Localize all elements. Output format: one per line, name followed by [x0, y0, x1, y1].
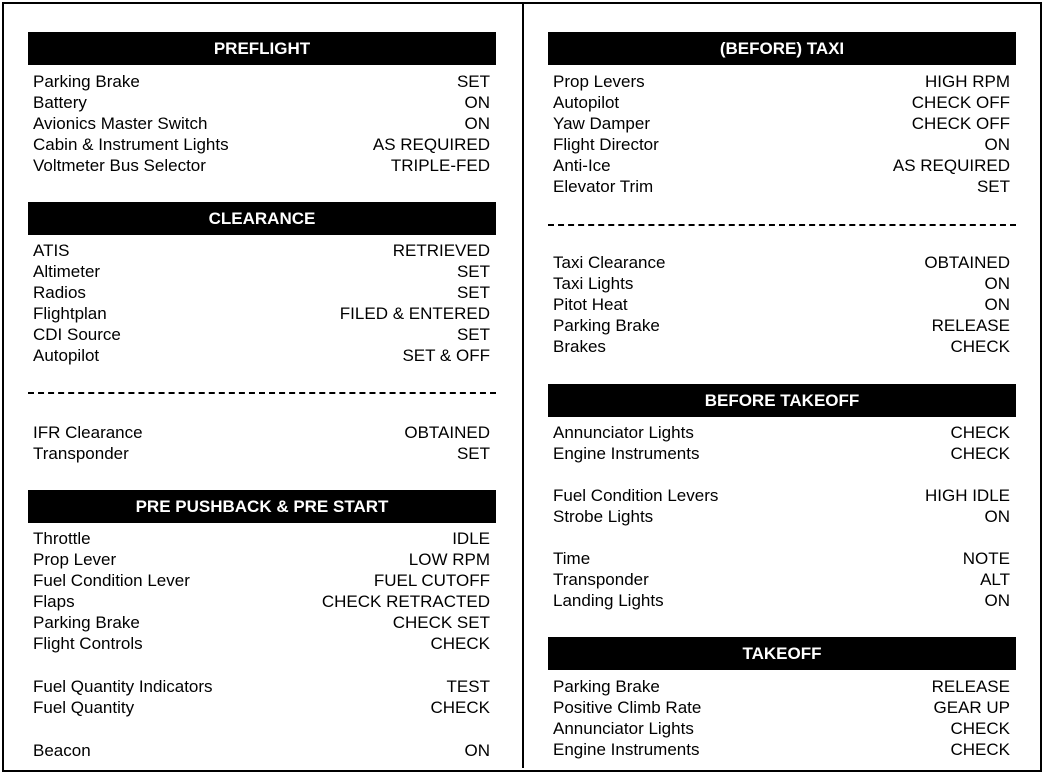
- checklist-item-value: SET: [456, 283, 490, 302]
- checklist-item-label: Altimeter: [33, 262, 101, 281]
- checklist-item-label: Fuel Quantity Indicators: [33, 677, 213, 696]
- checklist-item-value: OBTAINED: [404, 423, 490, 442]
- checklist-item-value: LOW RPM: [408, 550, 490, 569]
- checklist-row: [28, 570, 496, 591]
- checklist-item-label: Flight Controls: [33, 634, 143, 653]
- checklist-item-value: RETRIEVED: [392, 241, 490, 260]
- checklist-item-value: ON: [984, 507, 1010, 526]
- checklist-row: [28, 155, 496, 176]
- pushback-group-1: [28, 528, 496, 654]
- checklist-row: [28, 422, 496, 443]
- checklist-item-value: NOTE: [962, 549, 1010, 568]
- checklist-item-label: Landing Lights: [553, 591, 664, 610]
- checklist-row: [548, 71, 1016, 92]
- checklist-row: [28, 240, 496, 261]
- checklist-item-label: Parking Brake: [33, 72, 140, 91]
- clearance-items: [28, 240, 496, 366]
- checklist-row: [548, 134, 1016, 155]
- checklist-row: [28, 676, 496, 697]
- checklist-item-value: CHECK: [950, 740, 1010, 759]
- checklist-item-label: Elevator Trim: [553, 177, 654, 196]
- checklist-row: [548, 252, 1016, 273]
- checklist-row: [28, 549, 496, 570]
- checklist-item-label: Prop Lever: [33, 550, 117, 569]
- checklist-row: [548, 718, 1016, 739]
- checklist-item-value: TRIPLE-FED: [390, 156, 490, 175]
- checklist-row: [548, 676, 1016, 697]
- checklist-row: [548, 548, 1016, 569]
- checklist-row: [548, 273, 1016, 294]
- checklist-item-value: SET: [456, 72, 490, 91]
- checklist-item-value: ON: [464, 114, 490, 133]
- checklist-item-value: CHECK: [950, 337, 1010, 356]
- checklist-item-value: CHECK SET: [392, 613, 490, 632]
- checklist-item-label: Autopilot: [33, 346, 100, 365]
- checklist-item-value: SET: [456, 444, 490, 463]
- checklist-item-label: Flight Director: [553, 135, 659, 154]
- before-takeoff-group-2: [548, 485, 1016, 527]
- checklist-item-value: FUEL CUTOFF: [373, 571, 490, 590]
- checklist-item-value: SET: [456, 262, 490, 281]
- checklist-item-label: Engine Instruments: [553, 740, 700, 759]
- checklist-row: [548, 590, 1016, 611]
- checklist-item-value: HIGH IDLE: [924, 486, 1010, 505]
- before-takeoff-header: BEFORE TAKEOFF: [548, 384, 1016, 417]
- checklist-item-value: ON: [984, 135, 1010, 154]
- takeoff-header: TAKEOFF: [548, 637, 1016, 670]
- checklist-item-label: Autopilot: [553, 93, 620, 112]
- checklist-row: [548, 92, 1016, 113]
- checklist-item-label: Annunciator Lights: [553, 719, 694, 738]
- clearance-header: CLEARANCE: [28, 202, 496, 235]
- checklist-row: [548, 422, 1016, 443]
- checklist-row: [28, 528, 496, 549]
- checklist-item-value: ON: [464, 93, 490, 112]
- taxi-items: [548, 71, 1016, 197]
- checklist-item-value: CHECK: [430, 634, 490, 653]
- checklist-item-value: ON: [984, 295, 1010, 314]
- checklist-row: [28, 71, 496, 92]
- checklist-row: [28, 261, 496, 282]
- checklist-item-label: Avionics Master Switch: [33, 114, 208, 133]
- takeoff-items: [548, 676, 1016, 760]
- checklist-item-value: SET: [456, 325, 490, 344]
- checklist-row: [28, 282, 496, 303]
- checklist-item-label: Fuel Condition Lever: [33, 571, 190, 590]
- checklist-item-value: CHECK: [950, 444, 1010, 463]
- checklist-item-label: Fuel Condition Levers: [553, 486, 719, 505]
- checklist-item-label: Engine Instruments: [553, 444, 700, 463]
- checklist-row: [28, 633, 496, 654]
- checklist-item-label: Anti-Ice: [553, 156, 611, 175]
- checklist-item-value: TEST: [446, 677, 490, 696]
- checklist-item-label: Flaps: [33, 592, 75, 611]
- pushback-header: PRE PUSHBACK & PRE START: [28, 490, 496, 523]
- checklist-item-label: Strobe Lights: [553, 507, 654, 526]
- checklist-item-label: Fuel Quantity: [33, 698, 135, 717]
- checklist-row: [28, 134, 496, 155]
- checklist-row: [28, 612, 496, 633]
- pushback-group-2: [28, 676, 496, 718]
- checklist-item-value: CHECK: [950, 423, 1010, 442]
- checklist-row: [28, 697, 496, 718]
- checklist-item-label: Taxi Clearance: [553, 253, 666, 272]
- checklist-row: [548, 697, 1016, 718]
- clearance-dashed-divider: [28, 392, 496, 394]
- checklist-item-value: CHECK RETRACTED: [321, 592, 490, 611]
- checklist-item-label: Taxi Lights: [553, 274, 634, 293]
- before-takeoff-group-3: [548, 548, 1016, 611]
- checklist-item-label: IFR Clearance: [33, 423, 143, 442]
- checklist-row: [548, 176, 1016, 197]
- checklist-row: [548, 506, 1016, 527]
- checklist-row: [28, 303, 496, 324]
- checklist-item-value: CHECK OFF: [911, 114, 1010, 133]
- checklist-item-label: Cabin & Instrument Lights: [33, 135, 229, 154]
- checklist-item-value: RELEASE: [931, 677, 1010, 696]
- checklist-item-label: ATIS: [33, 241, 70, 260]
- checklist-item-value: CHECK: [430, 698, 490, 717]
- checklist-item-label: Voltmeter Bus Selector: [33, 156, 206, 175]
- checklist-item-label: Prop Levers: [553, 72, 645, 91]
- checklist-row: [548, 443, 1016, 464]
- checklist-item-label: Time: [553, 549, 591, 568]
- checklist-row: [548, 485, 1016, 506]
- checklist-row: [548, 294, 1016, 315]
- pushback-group-3: [28, 740, 496, 761]
- checklist-item-value: CHECK OFF: [911, 93, 1010, 112]
- checklist-item-value: AS REQUIRED: [372, 135, 490, 154]
- checklist-item-label: Annunciator Lights: [553, 423, 694, 442]
- checklist-row: [28, 443, 496, 464]
- checklist-item-label: Transponder: [553, 570, 649, 589]
- taxi-items-after-dash: [548, 252, 1016, 357]
- checklist-item-label: Radios: [33, 283, 86, 302]
- checklist-item-label: Parking Brake: [553, 316, 660, 335]
- checklist-item-label: Transponder: [33, 444, 129, 463]
- checklist-item-label: Throttle: [33, 529, 91, 548]
- checklist-row: [548, 155, 1016, 176]
- checklist-row: [28, 113, 496, 134]
- checklist-item-label: Battery: [33, 93, 87, 112]
- checklist-item-label: Positive Climb Rate: [553, 698, 702, 717]
- taxi-header: (BEFORE) TAXI: [548, 32, 1016, 65]
- checklist-item-label: Parking Brake: [33, 613, 140, 632]
- checklist-row: [28, 324, 496, 345]
- checklist-item-value: ON: [984, 274, 1010, 293]
- taxi-dashed-divider: [548, 224, 1016, 226]
- checklist-item-value: FILED & ENTERED: [339, 304, 490, 323]
- clearance-items-after-dash: [28, 422, 496, 464]
- column-divider: [522, 2, 524, 768]
- checklist-item-value: ON: [984, 591, 1010, 610]
- checklist-item-label: Pitot Heat: [553, 295, 628, 314]
- checklist-item-label: Yaw Damper: [553, 114, 650, 133]
- checklist-item-value: SET & OFF: [402, 346, 490, 365]
- checklist-item-value: HIGH RPM: [925, 72, 1010, 91]
- checklist-item-value: CHECK: [950, 719, 1010, 738]
- checklist-item-value: OBTAINED: [924, 253, 1010, 272]
- checklist-item-label: Flightplan: [33, 304, 107, 323]
- checklist-item-label: Parking Brake: [553, 677, 660, 696]
- checklist-item-value: ALT: [980, 570, 1010, 589]
- checklist-item-value: ON: [464, 741, 490, 760]
- checklist-row: [548, 569, 1016, 590]
- checklist-row: [548, 739, 1016, 760]
- checklist-row: [548, 336, 1016, 357]
- checklist-row: [28, 92, 496, 113]
- checklist-row: [548, 315, 1016, 336]
- checklist-item-label: Brakes: [553, 337, 606, 356]
- checklist-row: [28, 345, 496, 366]
- checklist-item-value: GEAR UP: [933, 698, 1010, 717]
- checklist-item-label: Beacon: [33, 741, 91, 760]
- checklist-item-value: AS REQUIRED: [892, 156, 1010, 175]
- checklist-row: [28, 591, 496, 612]
- preflight-items: [28, 71, 496, 176]
- checklist-row: [548, 113, 1016, 134]
- checklist-item-value: IDLE: [452, 529, 490, 548]
- preflight-header: PREFLIGHT: [28, 32, 496, 65]
- before-takeoff-group-1: [548, 422, 1016, 464]
- checklist-item-label: CDI Source: [33, 325, 121, 344]
- checklist-item-value: RELEASE: [931, 316, 1010, 335]
- checklist-row: [28, 740, 496, 761]
- checklist-item-value: SET: [976, 177, 1010, 196]
